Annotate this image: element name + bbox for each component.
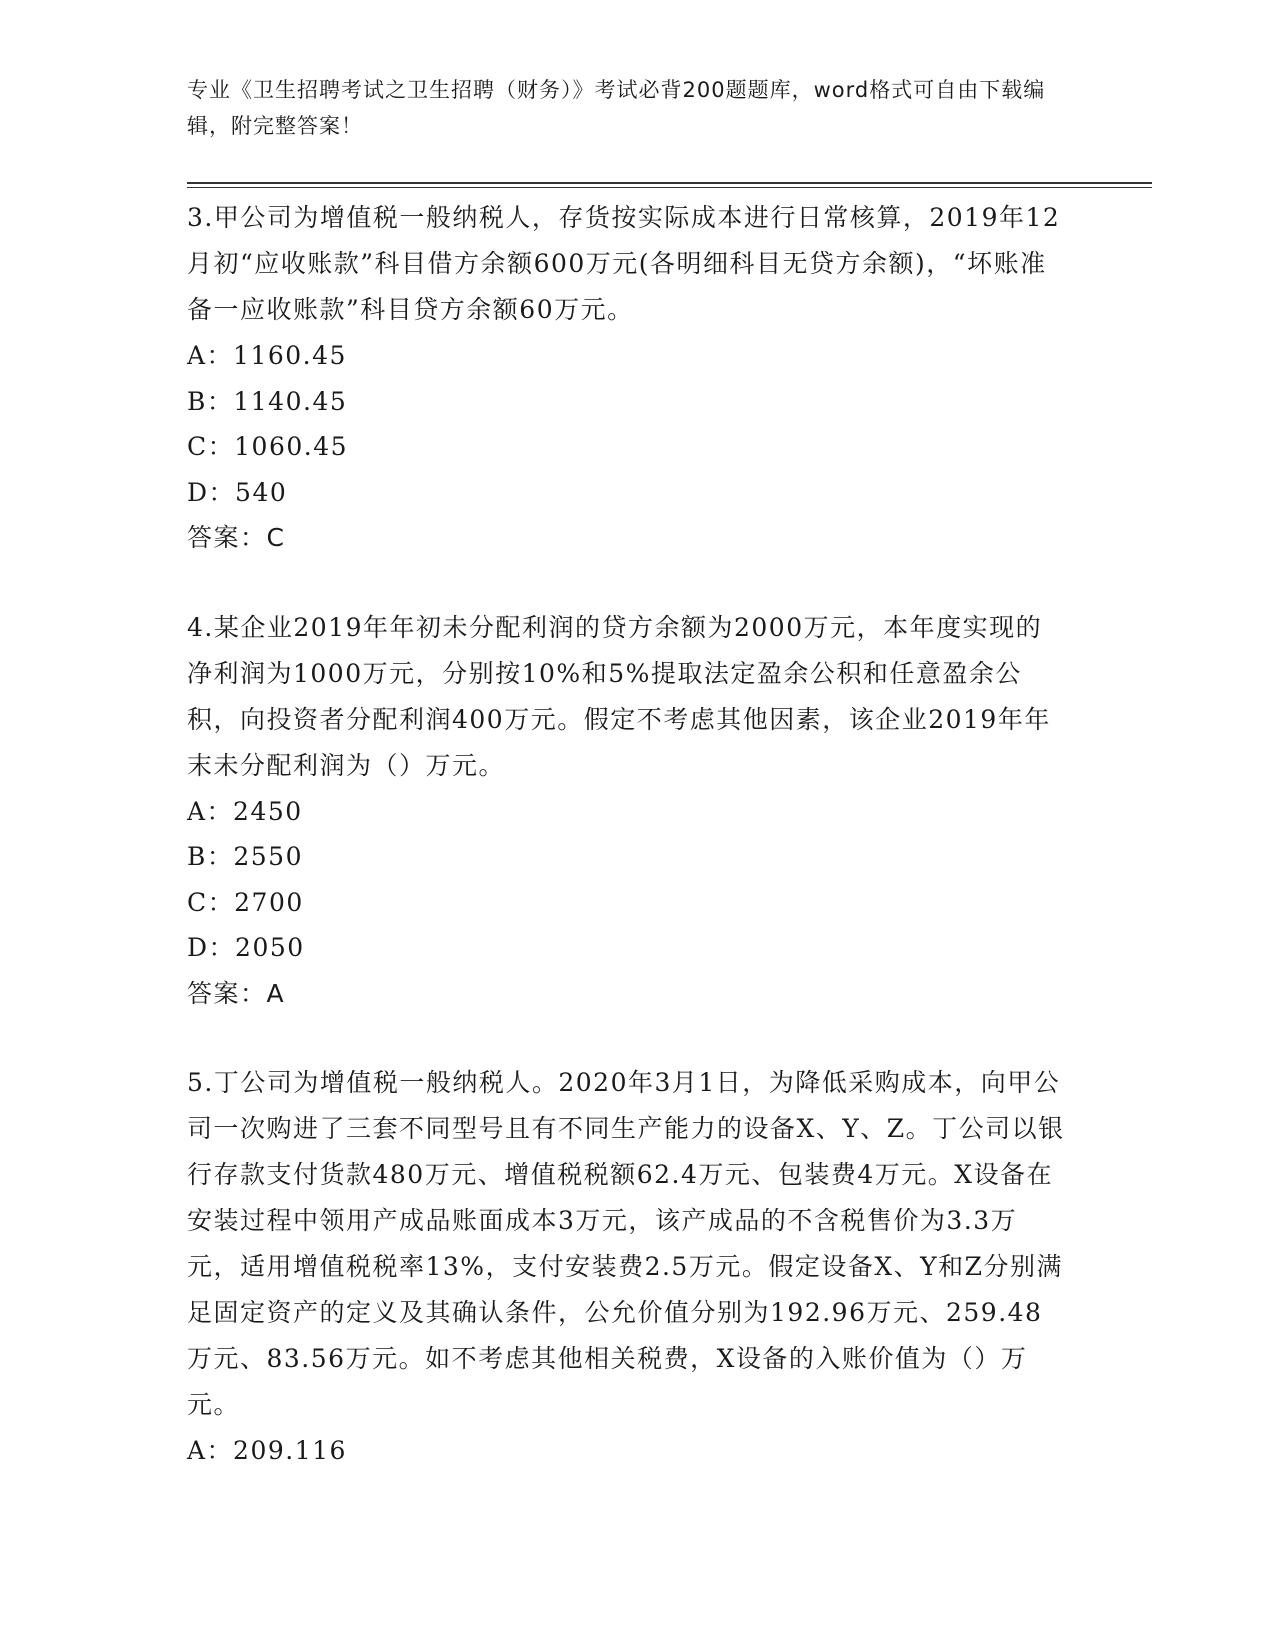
- option-a: A：2450: [187, 796, 303, 826]
- option-b: B：1140.45: [187, 386, 348, 416]
- question-4: [187, 605, 1067, 1017]
- question-text: 3.甲公司为增值税一般纳税人，存货按实际成本进行日常核算，2019年12月初“应收账款”科目借方余额600万元(各明细科目无贷方余额)，“坏账准备一应收账款”科目贷方余额60万元。: [187, 203, 1061, 324]
- option-d: D：540: [187, 477, 288, 507]
- header-divider-thick: [187, 182, 1152, 184]
- question-5: [187, 1060, 1067, 1474]
- document-page: [187, 72, 1152, 1474]
- question-text: 5.丁公司为增值税一般纳税人。2020年3月1日，为降低采购成本，向甲公司一次购进了三套不同型号且有不同生产能力的设备X、Y、Z。丁公司以银行存款支付货款480万元、增值税税额62.4万元、包装费4万元。X设备在安装过程中领用产成品账面成本3万元，该产成品的不含税售价为3.3万元，适用增值税税率13%，支付安装费2.5万元。假定设备X、Y和Z分别满足固定资产的定义及其确认条件，公允价值分别为192.96万元、259.48万元、83.56万元。如不考虑其他相关税费，X设备的入账价值为（）万元。: [187, 1068, 1065, 1419]
- question-3: [187, 195, 1067, 561]
- option-c: C：1060.45: [187, 432, 349, 461]
- document-header: 专业《卫生招聘考试之卫生招聘（财务）》考试必背200题题库，word格式可自由下载编辑，附完整答案！: [187, 78, 1046, 138]
- option-a: A：209.116: [187, 1436, 347, 1465]
- option-b: B：2550: [187, 842, 303, 871]
- option-a: A：1160.45: [187, 341, 347, 370]
- header-divider: [187, 182, 1152, 188]
- header-divider-thin: [187, 187, 1152, 188]
- option-c: C：2700: [187, 887, 304, 917]
- answer: 答案：C: [187, 523, 286, 552]
- answer: 答案：A: [187, 978, 286, 1008]
- question-text: 4.某企业2019年年初未分配利润的贷方余额为2000万元，本年度实现的净利润为1000万元，分别按10%和5%提取法定盈余公积和任意盈余公积，向投资者分配利润400万元。假定不考虑其他因素，该企业2019年年末未分配利润为（）万元。: [187, 612, 1051, 780]
- option-d: D：2050: [187, 933, 305, 962]
